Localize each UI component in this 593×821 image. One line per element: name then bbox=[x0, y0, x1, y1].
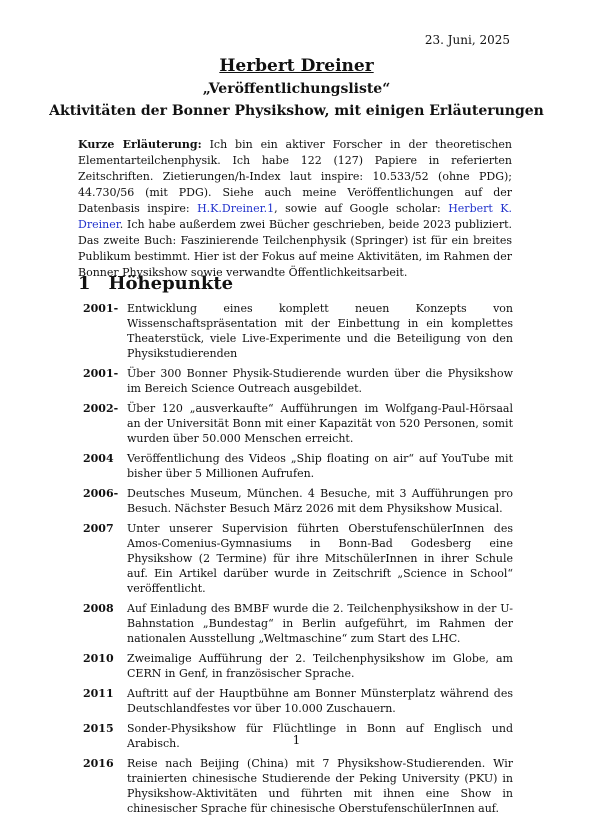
entry-text: Veröffentlichung des Videos „Ship floating on air“ auf YouTube mit bisher über 5 Millionen Aufrufen. bbox=[127, 452, 513, 480]
document-date: 23. Juni, 2025 bbox=[424, 33, 510, 47]
entry-text: Unter unserer Supervision führten OberstufenschülerInnen des Amos-Comenius-Gymnasiums in Bonn-Bad Godesberg eine Physikshow (2 Termine) für ihre MitschülerInnen in ihrer Schule auf. Ein Artikel darüber wurde in Zeitschrift „Science in School“ veröffentlicht. bbox=[127, 522, 513, 595]
intro-text-3: . Ich habe außerdem zwei Bücher geschrieben, beide 2023 publiziert. Das zweite Buch: Faszinierende Teilchenphysik (Springer) ist für ein breites Publikum bestimmt. Hier ist der Fokus auf meine Aktivitäten, im Rahmen der Bonner Physikshow sowie verwandte Öffentlichkeitsarbeit. bbox=[78, 218, 512, 279]
entry-text: Über 120 „ausverkaufte“ Aufführungen im Wolfgang-Paul-Hörsaal an der Universität Bonn mit einer Kapazität von 520 Personen, somit wurden über 50.000 Menschen erreicht. bbox=[127, 402, 513, 445]
entry-year: 2011 bbox=[83, 687, 114, 700]
entry-year: 2006- bbox=[83, 487, 119, 500]
list-item bbox=[83, 756, 513, 816]
list-item bbox=[83, 601, 513, 646]
entry-year: 2007 bbox=[83, 522, 114, 535]
entry-text: Entwicklung eines komplett neuen Konzepts von Wissenschaftspräsentation mit der Einbettung in ein komplettes Theaterstück, viele Live-Experimente und die Beteiligung von den Physikstudierenden bbox=[127, 302, 513, 360]
entry-year: 2001- bbox=[83, 302, 119, 315]
intro-text-1: Ich bin ein aktiver Forscher in der theoretischen Elementarteilchenphysik. Ich habe 122 (127) Papiere in referierten Zeitschriften. Zietierungen/h-Index laut inspire: 10.533/52 (ohne PDG); 44.730/56 (mit PDG). Siehe auch meine Veröffentlichungen auf der Datenbasis inspire: bbox=[78, 138, 513, 215]
entry-text: Reise nach Beijing (China) mit 7 Physikshow-Studierenden. Wir trainierten chinesische Studierende der Peking University (PKU) in Physikshow-Aktivitäten und führten mit ihnen eine Show in chinesischer Sprache für chinesische OberstufenschülerInnen auf. bbox=[127, 757, 513, 815]
inspire-link[interactable]: H.K.Dreiner.1 bbox=[197, 202, 275, 215]
entry-text: Über 300 Bonner Physik-Studierende wurden über die Physikshow im Bereich Science Outreach ausgebildet. bbox=[127, 367, 513, 395]
list-item bbox=[83, 401, 513, 446]
intro-text-2: , sowie auf Google scholar: bbox=[274, 202, 441, 215]
list-item bbox=[83, 521, 513, 596]
intro-label: Kurze Erläuterung: bbox=[78, 138, 202, 151]
entry-text: Deutsches Museum, München. 4 Besuche, mit 3 Aufführungen pro Besuch. Nächster Besuch März 2026 mit dem Physikshow Musical. bbox=[127, 487, 513, 515]
entry-text: Auftritt auf der Hauptbühne am Bonner Münsterplatz während des Deutschlandfestes vor über 10.000 Zuschauern. bbox=[127, 687, 513, 715]
section-title: Höhepunkte bbox=[108, 273, 234, 294]
entry-year: 2004 bbox=[83, 452, 114, 465]
entry-year: 2015 bbox=[83, 722, 114, 735]
google-scholar-link[interactable]: Herbert K. Dreiner bbox=[78, 202, 513, 231]
entry-year: 2016 bbox=[83, 757, 114, 770]
document-subtitle: Aktivitäten der Bonner Physikshow, mit einigen Erläuterungen bbox=[49, 103, 544, 119]
entry-text: Zweimalige Aufführung der 2. Teilchenphysikshow im Globe, am CERN in Genf, in französischer Sprache. bbox=[127, 652, 513, 680]
document-title: „Veröffentlichungsliste“ bbox=[202, 81, 391, 97]
intro-paragraph bbox=[78, 137, 512, 281]
list-item bbox=[83, 366, 513, 396]
list-item bbox=[83, 486, 513, 516]
entry-text: Auf Einladung des BMBF wurde die 2. Teilchenphysikshow in der U-Bahnstation „Bundestag“ in Berlin aufgeführt, im Rahmen der nationalen Ausstellung „Weltmaschine“ zum Start des LHC. bbox=[127, 602, 513, 645]
section-number: 1 bbox=[78, 273, 91, 294]
author-name: Herbert Dreiner bbox=[219, 56, 374, 76]
page-number: 1 bbox=[292, 733, 301, 747]
entry-year: 2010 bbox=[83, 652, 114, 665]
list-item bbox=[83, 686, 513, 716]
list-item bbox=[83, 301, 513, 361]
entry-text: Sonder-Physikshow für Flüchtlinge in Bonn auf Englisch und Arabisch. bbox=[127, 722, 513, 750]
list-item bbox=[83, 651, 513, 681]
entry-year: 2008 bbox=[83, 602, 114, 615]
section-heading bbox=[78, 273, 233, 294]
entry-year: 2001- bbox=[83, 367, 119, 380]
entry-year: 2002- bbox=[83, 402, 119, 415]
list-item bbox=[83, 451, 513, 481]
